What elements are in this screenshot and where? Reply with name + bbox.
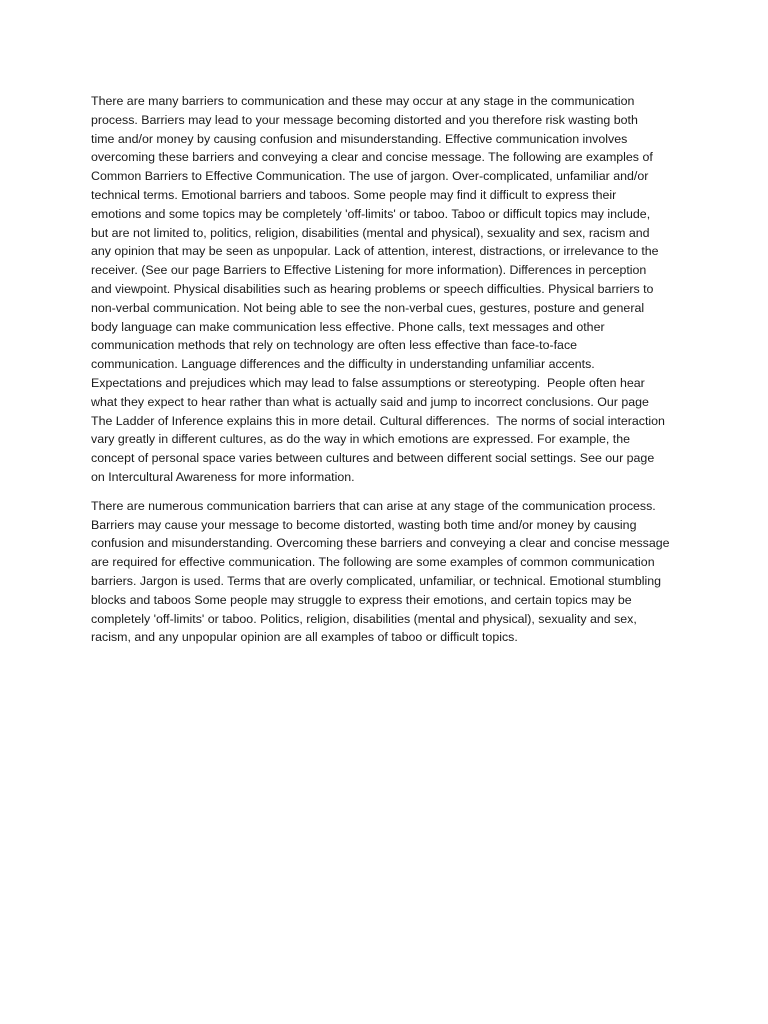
text-line: concept of personal space varies between cultures and between different social settings. See our page <box>91 451 655 466</box>
text-line: technical terms. Emotional barriers and taboos. Some people may find it difficult to express their <box>91 187 617 202</box>
text-line: what they expect to hear rather than what is actually said and jump to incorrect conclusions. Our page <box>91 394 649 409</box>
text-line: barriers. Jargon is used. Terms that are overly complicated, unfamiliar, or technical. Emotional stumbling <box>91 573 661 588</box>
text-line: Expectations and prejudices which may lead to false assumptions or stereotyping. People often hear <box>91 375 645 390</box>
document-body <box>91 92 683 657</box>
text-line: There are many barriers to communication and these may occur at any stage in the communication <box>91 94 635 108</box>
text-line: Common Barriers to Effective Communication. The use of jargon. Over-complicated, unfamiliar and/or <box>91 169 649 184</box>
text-line: and viewpoint. Physical disabilities such as hearing problems or speech difficulties. Physical barriers to <box>91 281 654 296</box>
text-line: but are not limited to, politics, religion, disabilities (mental and physical), sexuality and sex, racism and <box>91 225 650 240</box>
text-line: communication. Language differences and the difficulty in understanding unfamiliar accents. <box>91 357 595 372</box>
text-line: completely 'off-limits' or taboo. Politics, religion, disabilities (mental and physical), sexuality and sex, <box>91 611 637 626</box>
text-line: communication methods that rely on technology are often less effective than face-to-face <box>91 338 578 353</box>
text-line: confusion and misunderstanding. Overcoming these barriers and conveying a clear and concise message <box>91 536 670 551</box>
text-line: body language can make communication less effective. Phone calls, text messages and other <box>91 319 605 334</box>
text-line: receiver. (See our page Barriers to Effective Listening for more information). Differences in perception <box>91 263 647 278</box>
text-line: are required for effective communication. The following are some examples of common communication <box>91 555 655 570</box>
text-line: There are numerous communication barriers that can arise at any stage of the communication process. <box>91 498 656 513</box>
text-line: time and/or money by causing confusion and misunderstanding. Effective communication involves <box>91 131 628 146</box>
text-line: non-verbal communication. Not being able to see the non-verbal cues, gestures, posture and general <box>91 300 645 315</box>
text-line: Barriers may cause your message to become distorted, wasting both time and/or money by causing <box>91 517 637 532</box>
text-line: The Ladder of Inference explains this in more detail. Cultural differences. The norms of social interaction <box>91 413 665 428</box>
text-line: any opinion that may be seen as unpopular. Lack of attention, interest, distractions, or irrelevance to the <box>91 244 659 259</box>
paragraph-2 <box>91 497 683 647</box>
text-line: on Intercultural Awareness for more information. <box>91 469 355 484</box>
text-line: emotions and some topics may be completely 'off-limits' or taboo. Taboo or difficult topics may include, <box>91 206 651 221</box>
text-line: process. Barriers may lead to your message becoming distorted and you therefore risk wasting both <box>91 112 638 127</box>
text-line: blocks and taboos Some people may struggle to express their emotions, and certain topics may be <box>91 592 632 607</box>
text-line: overcoming these barriers and conveying a clear and concise message. The following are examples of <box>91 150 653 165</box>
text-line: racism, and any unpopular opinion are all examples of taboo or difficult topics. <box>91 630 518 645</box>
text-line: vary greatly in different cultures, as do the way in which emotions are expressed. For example, the <box>91 432 631 447</box>
paragraph-1 <box>91 92 683 487</box>
